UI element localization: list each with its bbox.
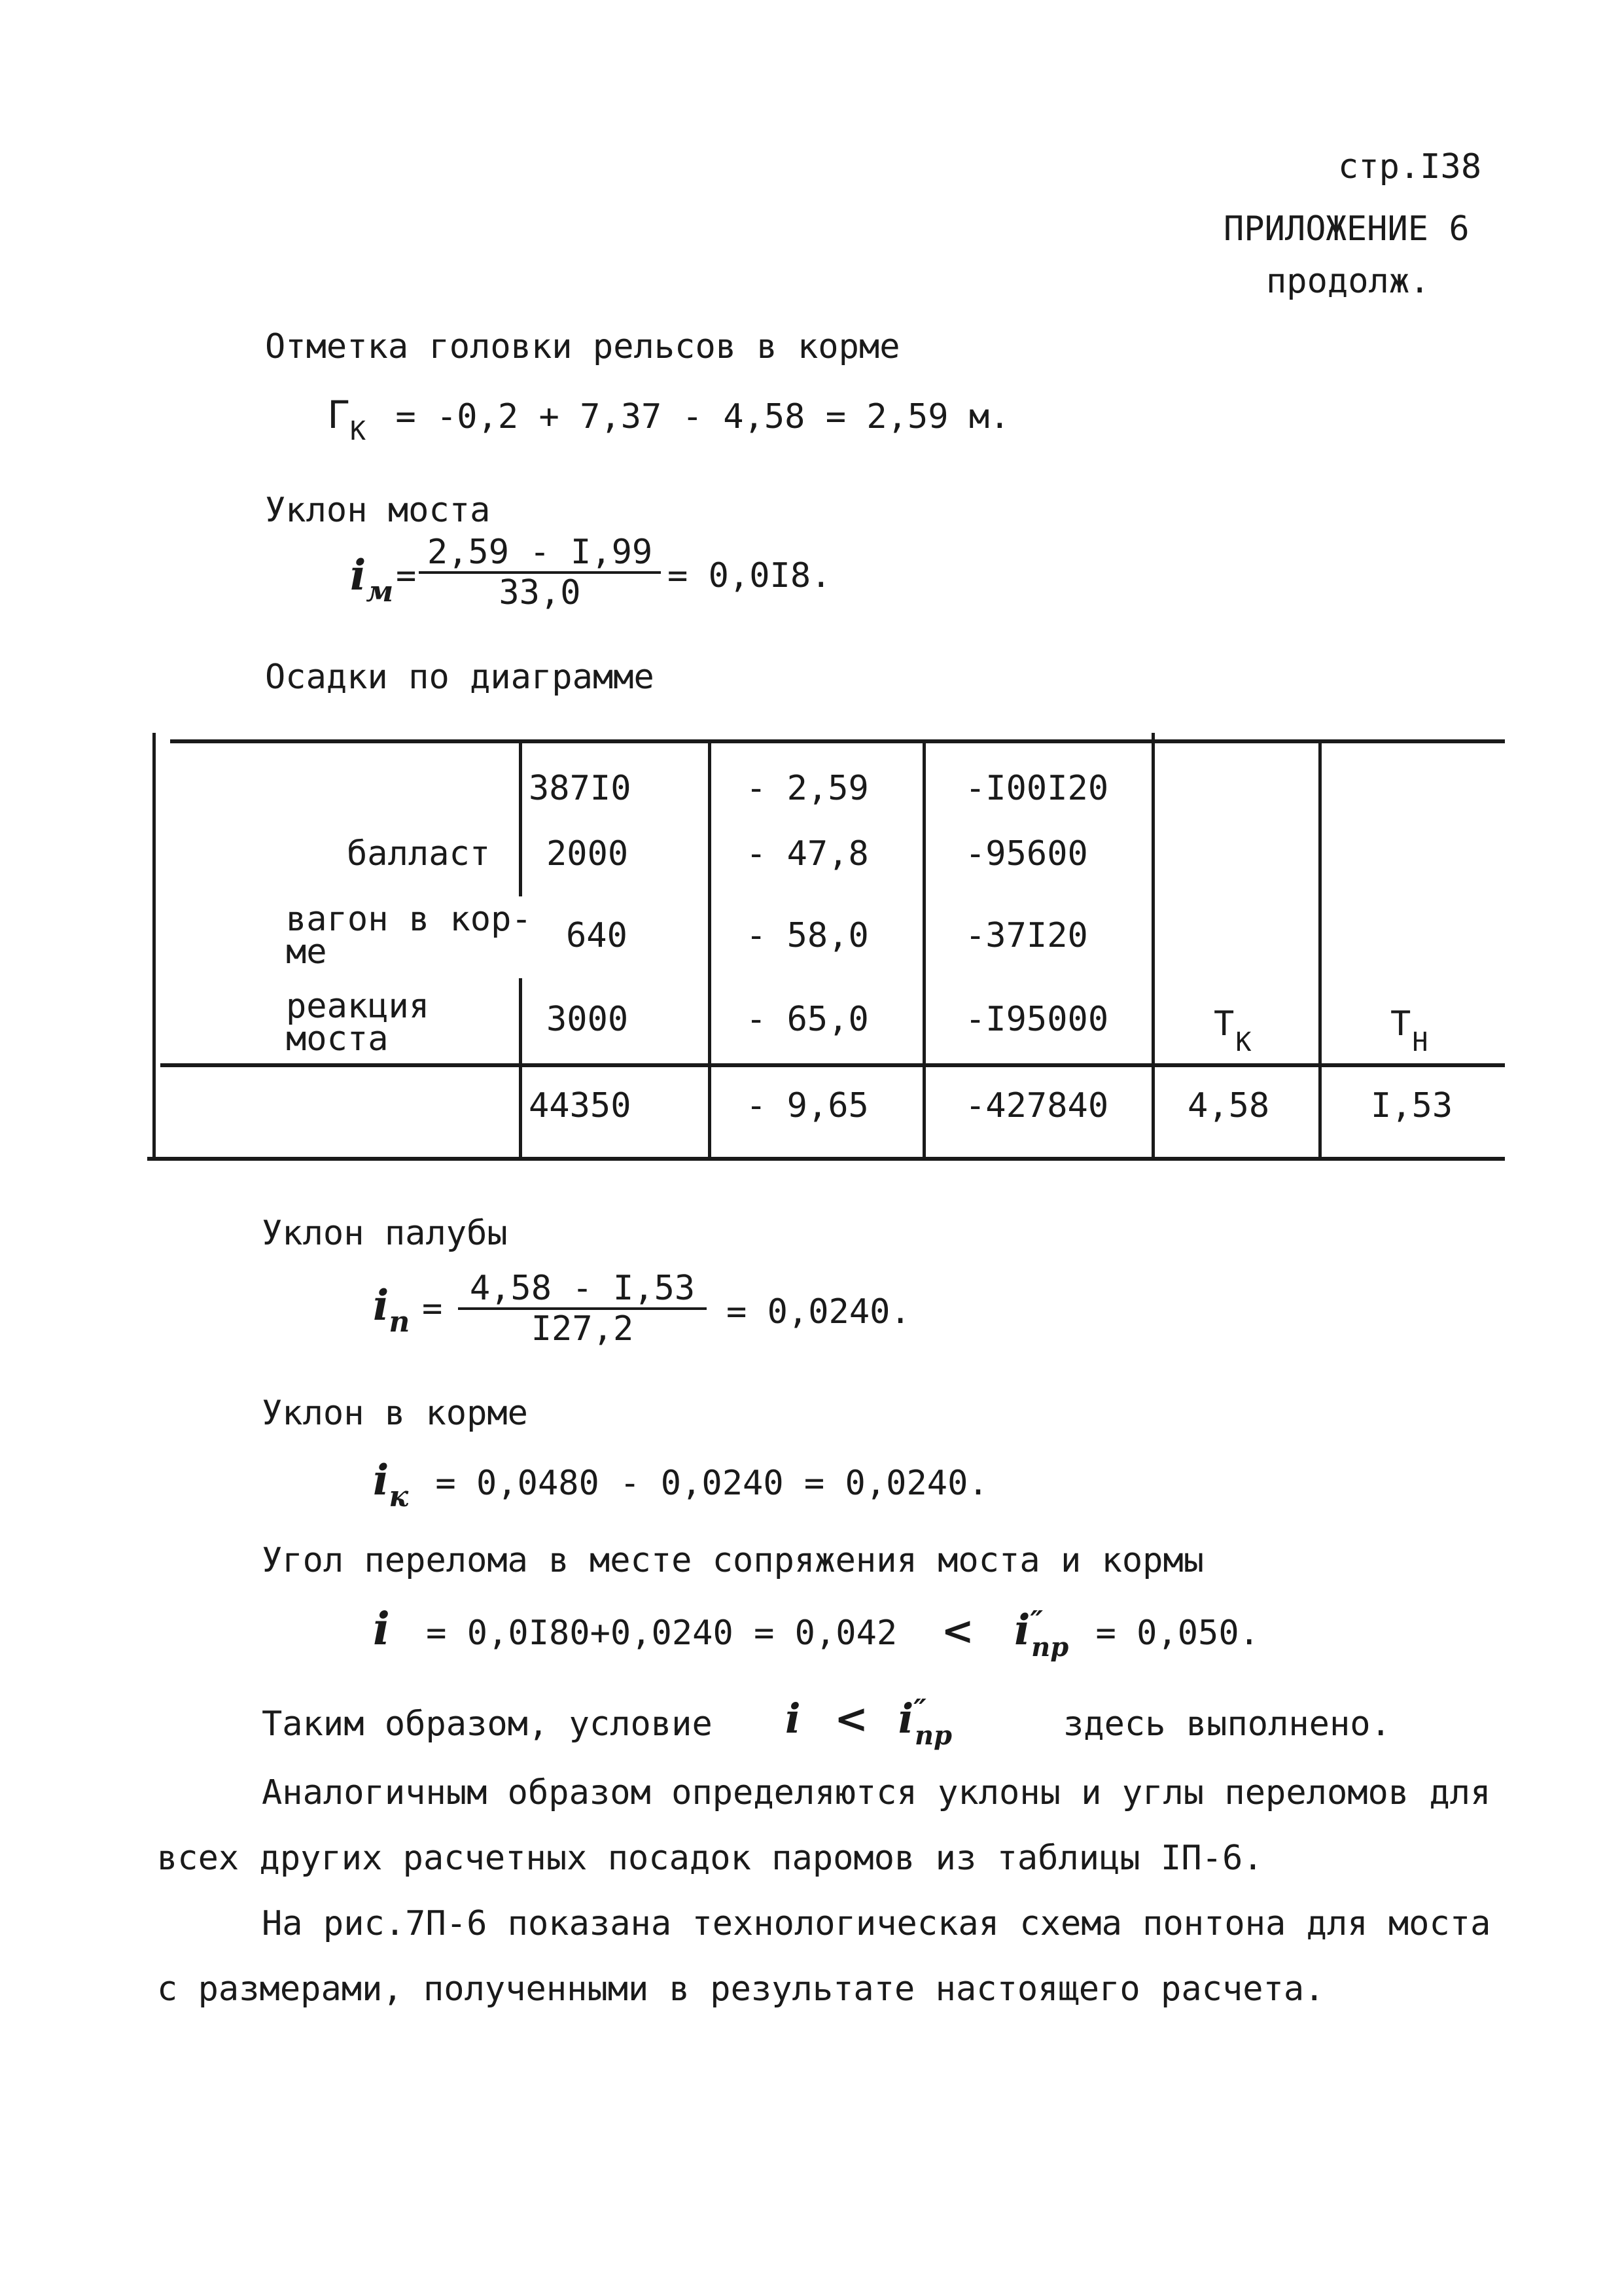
table-row-4-moment: -I95000 [965,1000,1109,1039]
conclusion-suffix: здесь выполнено. [1063,1704,1391,1744]
break-angle-symbol: i [373,1603,390,1655]
deck-slope-equals: = [422,1289,443,1328]
table-row-2-moment: -95600 [965,834,1088,874]
table-top-rule [170,739,1505,743]
table-row-3-weight: 640 [566,916,627,955]
rail-head-subscript: К [349,416,366,446]
table-total-tk: 4,58 [1188,1086,1270,1125]
paragraph-2-line-2: с размерами, полученными в результате настоящего расчета. [157,1969,1325,2009]
table-col2-rule [708,741,711,1158]
continued-label: продолж. [1266,262,1430,301]
paragraph-1-line-2: всех других расчетных посадок паромов из таблицы IП-6. [157,1839,1263,1878]
table-col5-rule [1318,741,1322,1158]
table-left-rule [152,733,156,1158]
table-col3-rule [923,741,926,1158]
break-angle-limit-value: = 0,050. [1095,1614,1260,1653]
deck-slope-result: = 0,0240. [726,1292,911,1332]
table-col4-rule [1152,733,1155,1158]
paragraph-1-line-1: Аналогичным образом определяются уклоны и углы переломов для [262,1773,1491,1812]
bridge-slope-symbol: $i_м$ [350,551,394,609]
stern-slope-label: Уклон в корме [262,1394,528,1433]
deck-slope-numerator: 4,58 - I,53 [458,1269,707,1310]
stern-slope-formula [373,1456,989,1513]
break-angle-limit-symbol: $i''_{пр}$ [1014,1605,1069,1663]
rail-head-symbol: Г [327,393,350,437]
deck-slope-symbol: $i_п$ [373,1281,410,1339]
bridge-slope-label: Уклон моста [265,491,491,530]
table-total-tn: I,53 [1371,1086,1453,1125]
rail-head-label: Отметка головки рельсов в корме [265,327,900,366]
table-row-3-name: вагон в кор- ме [286,900,532,972]
deck-slope-label: Уклон палубы [262,1214,508,1253]
break-angle-label: Угол перелома в месте сопряжения моста и кормы [262,1541,1205,1580]
table-row-3-arm: - 58,0 [746,916,869,955]
table-total-moment: -427840 [965,1086,1109,1125]
conclusion-condition: $i < i''_{пр}$ [785,1693,952,1751]
bridge-slope-numerator: 2,59 - I,99 [419,533,661,574]
break-angle-formula [373,1603,1260,1663]
table-row-1-moment: -I00I20 [965,769,1109,808]
table-row-1-weight: 387I0 [529,769,631,808]
table-total-arm: - 9,65 [746,1086,869,1125]
paragraph-2-line-1: На рис.7П-6 показана технологическая схема понтона для моста [262,1904,1491,1943]
deck-slope-denominator: I27,2 [531,1309,634,1349]
table-col1-rule-lower [519,978,522,1158]
table-col1-rule [519,741,522,896]
table-header-tk: $Т_К$ [1214,1004,1252,1057]
table-row-1-arm: - 2,59 [746,769,869,808]
table-row-3-moment: -37I20 [965,916,1088,955]
table-row-4-weight: 3000 [546,1000,629,1039]
table-row-4-name: реакция моста [286,987,430,1059]
table-total-rule [160,1063,1505,1067]
table-row-4-arm: - 65,0 [746,1000,869,1039]
table-total-weight: 44350 [529,1086,631,1125]
stern-slope-symbol: $i_к$ [373,1456,409,1513]
table-header-tn: $Т_Н$ [1390,1004,1428,1057]
bridge-slope-result: = 0,0I8. [667,556,832,595]
table-bottom-rule [147,1157,1505,1161]
bridge-slope-fraction [419,533,661,612]
less-than-sign: < [941,1608,974,1654]
table-row-2-weight: 2000 [546,834,629,874]
deck-slope-fraction [458,1269,707,1348]
table-row-2-name: балласт [347,834,491,874]
page-number: стр.I38 [1338,147,1482,186]
stern-slope-expression: = 0,0480 - 0,0240 = 0,0240. [435,1464,989,1503]
rail-head-formula [327,393,1010,446]
bridge-slope-equals: = [396,556,417,595]
table-row-2-arm: - 47,8 [746,834,869,874]
rail-head-expression: = -0,2 + 7,37 - 4,58 = 2,59 м. [395,397,1010,436]
settlement-table [147,733,1505,1165]
table-caption: Осадки по диаграмме [265,658,654,697]
appendix-title: ПРИЛОЖЕНИЕ 6 [1224,209,1470,249]
bridge-slope-denominator: 33,0 [499,573,581,612]
break-angle-expression: = 0,0I80+0,0240 = 0,042 [426,1614,898,1653]
conclusion-prefix: Таким образом, условие [262,1704,713,1744]
